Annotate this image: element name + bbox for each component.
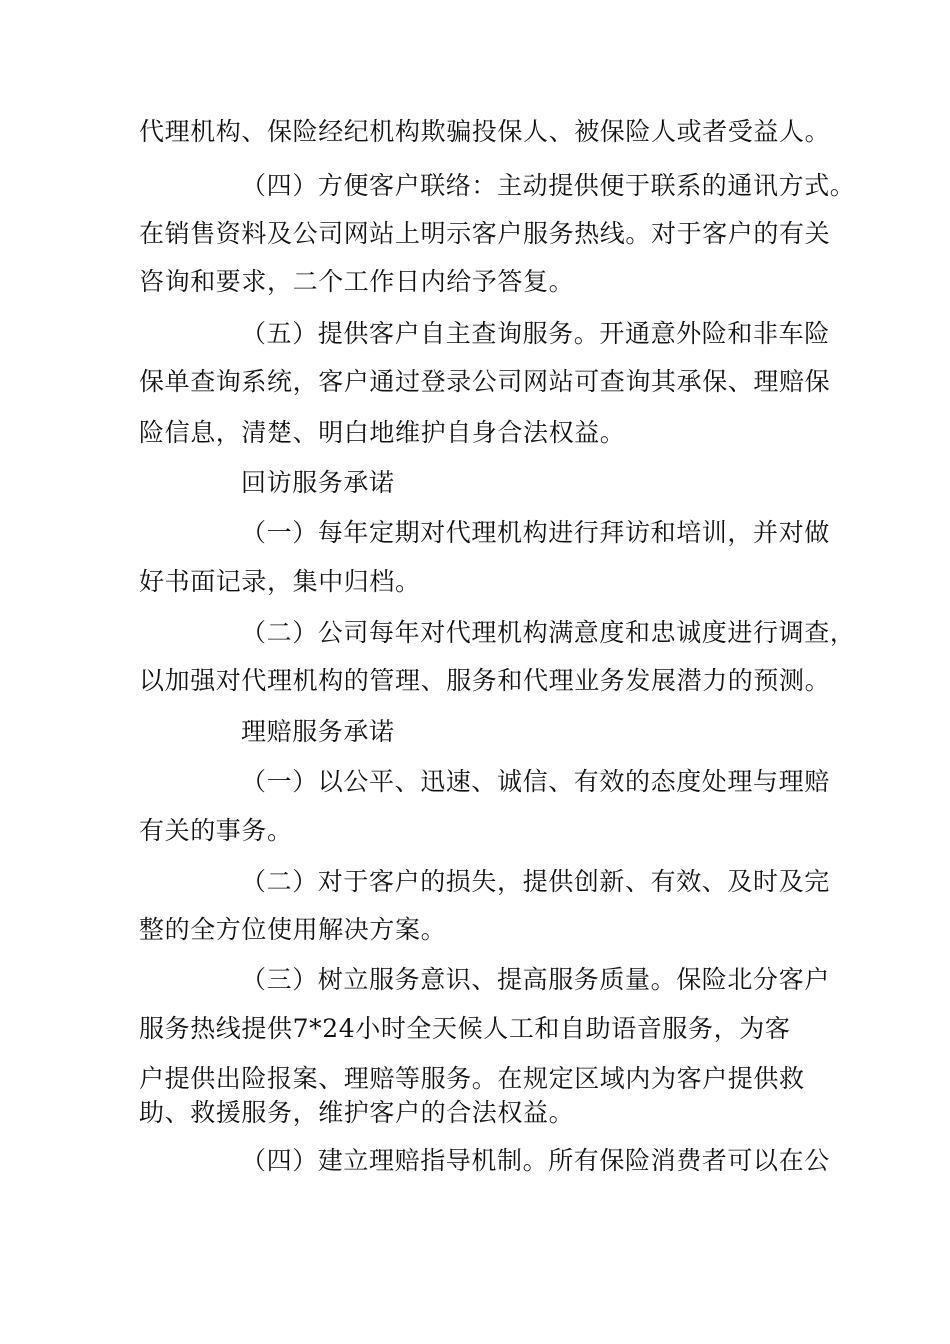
paragraph-line: （四）建立理赔指导机制。所有保险消费者可以在公 <box>241 1146 830 1175</box>
paragraph-line: 咨询和要求，二个工作日内给予答复。 <box>139 267 575 296</box>
paragraph-line: （三）树立服务意识、提高服务质量。保险北分客户 <box>241 965 830 994</box>
paragraph-line: （二）对于客户的损失，提供创新、有效、及时及完 <box>241 867 830 896</box>
paragraph-line: 保单查询系统，客户通过登录公司网站可查询其承保、理赔保 <box>139 367 831 396</box>
paragraph-line: 有关的事务。 <box>139 816 293 845</box>
paragraph-line: 服务热线提供7*24小时全天候人工和自助语音服务，为客 <box>139 1014 791 1043</box>
paragraph-line: 代理机构、保险经纪机构欺骗投保人、被保险人或者受益人。 <box>139 117 831 146</box>
paragraph-line: 整的全方位使用解决方案。 <box>139 915 447 944</box>
paragraph-line: （一）以公平、迅速、诚信、有效的态度处理与理赔 <box>241 767 830 796</box>
paragraph-line: 助、救援服务，维护客户的合法权益。 <box>139 1098 575 1127</box>
paragraph-line: 险信息，清楚、明白地维护自身合法权益。 <box>139 418 626 447</box>
paragraph-line: （四）方便客户联络：主动提供便于联系的通讯方式。 <box>241 171 856 200</box>
section-heading: 回访服务承诺 <box>241 468 395 497</box>
section-heading: 理赔服务承诺 <box>241 717 395 746</box>
paragraph-line: 以加强对代理机构的管理、服务和代理业务发展潜力的预测。 <box>139 666 831 695</box>
paragraph-line: （二）公司每年对代理机构满意度和忠诚度进行调查， <box>241 618 856 647</box>
paragraph-line: （一）每年定期对代理机构进行拜访和培训，并对做 <box>241 518 830 547</box>
paragraph-line: （五）提供客户自主查询服务。开通意外险和非车险 <box>241 319 830 348</box>
paragraph-line: 在销售资料及公司网站上明示客户服务热线。对于客户的有关 <box>139 219 831 248</box>
paragraph-line: 好书面记录，集中归档。 <box>139 567 421 596</box>
paragraph-line: 户提供出险报案、理赔等服务。在规定区域内为客户提供救 <box>139 1064 805 1093</box>
